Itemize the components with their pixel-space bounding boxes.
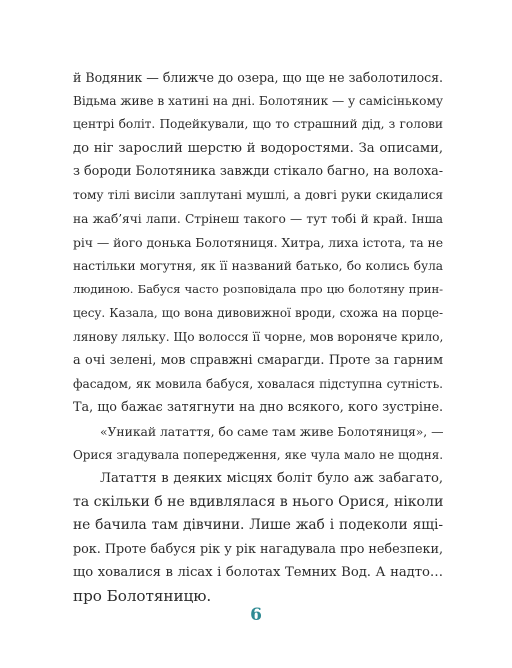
text-line: лянову ляльку. Що волосся її чорне, мов вороняче крило, — [73, 329, 443, 344]
text-line: «Уникай латаття, бо саме там живе Болотяниця», — — [100, 423, 443, 439]
text-line: на жаб’ячі лапи. Стрінеш такого — тут тобі й край. Інша — [73, 211, 443, 226]
text-line: що ховалися в лісах і болотах Темних Вод. А надто… — [73, 565, 443, 581]
text-line: а очі зелені, мов справжні смарагди. Проте за гарним — [73, 353, 443, 369]
text-line: фасадом, як мовила бабуся, ховалася підступна сутність. — [73, 376, 443, 391]
body-text — [73, 66, 443, 609]
text-line: Відьма живе в хатині на дні. Болотяник — у самісінькому — [73, 93, 443, 108]
text-line: не бачила там дівчини. Лише жаб і подеколи ящі- — [73, 517, 443, 534]
text-line: Орися згадувала попередження, яке чула мало не щодня. — [73, 447, 443, 462]
text-line: з бороди Болотяника завжди стікало багно, на волоха- — [73, 164, 443, 180]
text-line: рок. Проте бабуся рік у рік нагадувала про небезпеки, — [73, 541, 443, 557]
text-line: тому тілі висіли заплутані мушлі, а довгі руки скидалися — [73, 187, 443, 202]
text-line: цесу. Казала, що вона дивовижної вроди, схожа на порце- — [73, 305, 443, 320]
text-line: про Болотяницю. — [73, 587, 212, 606]
text-line: Латаття в деяких місцях боліт було аж забагато, — [100, 471, 443, 487]
paragraph-1 — [73, 66, 443, 420]
text-line: річ — його донька Болотяниця. Хитра, лиха істота, та не — [73, 235, 443, 251]
text-line: до ніг зарослий шерстю й водоростями. За описами, — [73, 140, 443, 156]
page-number: 6 — [250, 605, 262, 625]
text-line: та скільки б не вдивлялася в нього Орися, ніколи — [73, 493, 443, 510]
paragraph-2 — [73, 420, 443, 467]
text-line: настільки могутня, як її названий батько, бо колись була — [73, 258, 443, 273]
text-line: й Водяник — ближче до озера, що ще не заболотилося. — [73, 70, 443, 85]
text-line: людиною. Бабуся часто розповідала про цю болотяну прин- — [73, 282, 443, 297]
text-line: Та, що бажає затягнути на дно всякого, кого зустріне. — [73, 400, 443, 416]
paragraph-3 — [73, 467, 443, 609]
text-line: центрі боліт. Подейкували, що то страшний дід, з голови — [73, 117, 443, 132]
